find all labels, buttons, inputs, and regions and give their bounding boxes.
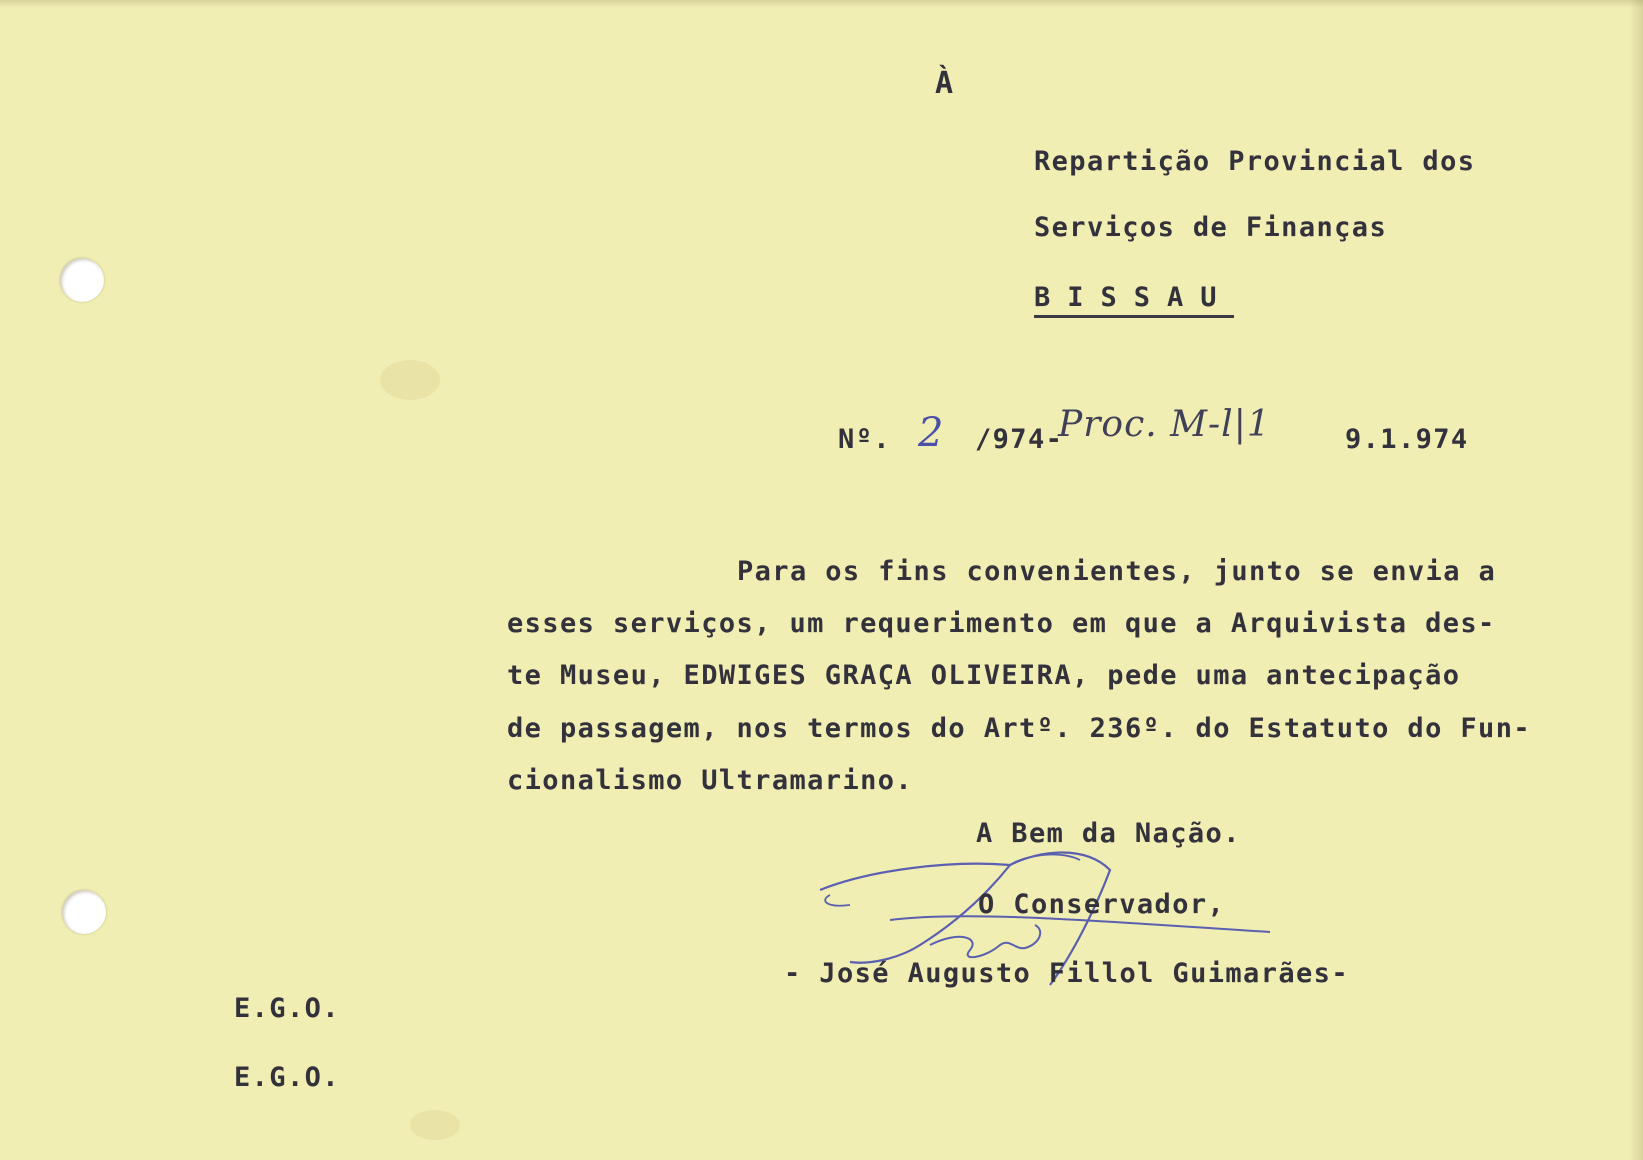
body-line-5: cionalismo Ultramarino. xyxy=(507,765,914,796)
body-line-4: de passagem, nos termos do Artº. 236º. do Estatuto do Fun- xyxy=(507,713,1532,744)
paper-stain xyxy=(410,1110,460,1140)
paper-right-edge xyxy=(1629,0,1643,1160)
paper-stain xyxy=(380,360,440,400)
initials-line-1: E.G.O. xyxy=(234,993,340,1024)
reference-date: 9.1.974 xyxy=(1345,424,1469,455)
closing-phrase: A Bem da Nação. xyxy=(976,818,1241,849)
body-line-1: Para os fins convenientes, junto se envia a xyxy=(737,556,1497,587)
initials-line-2: E.G.O. xyxy=(234,1062,340,1093)
signatory-title: O Conservador, xyxy=(978,889,1226,920)
signatory-name: - José Augusto Fillol Guimarães- xyxy=(784,958,1349,989)
body-line-3: te Museu, EDWIGES GRAÇA OLIVEIRA, pede uma antecipação xyxy=(507,660,1461,691)
punch-hole-bottom xyxy=(62,890,106,934)
signature-mark xyxy=(810,850,1290,1020)
reference-year: /974- xyxy=(975,424,1064,455)
reference-handwritten-number: 2 xyxy=(918,410,944,456)
paper-top-edge xyxy=(0,0,1643,8)
addressee-city: BISSAU xyxy=(1034,282,1234,318)
reference-handwritten-process: Proc. M-l|1 xyxy=(1058,404,1271,445)
addressee-line-1: Repartição Provincial dos xyxy=(1034,146,1476,177)
body-line-2: esses serviços, um requerimento em que a Arquivista des- xyxy=(507,608,1496,639)
punch-hole-top xyxy=(60,258,104,302)
addressee-line-2: Serviços de Finanças xyxy=(1034,212,1388,243)
reference-prefix: Nº. xyxy=(838,424,891,455)
addressee-salutation: À xyxy=(935,66,955,101)
